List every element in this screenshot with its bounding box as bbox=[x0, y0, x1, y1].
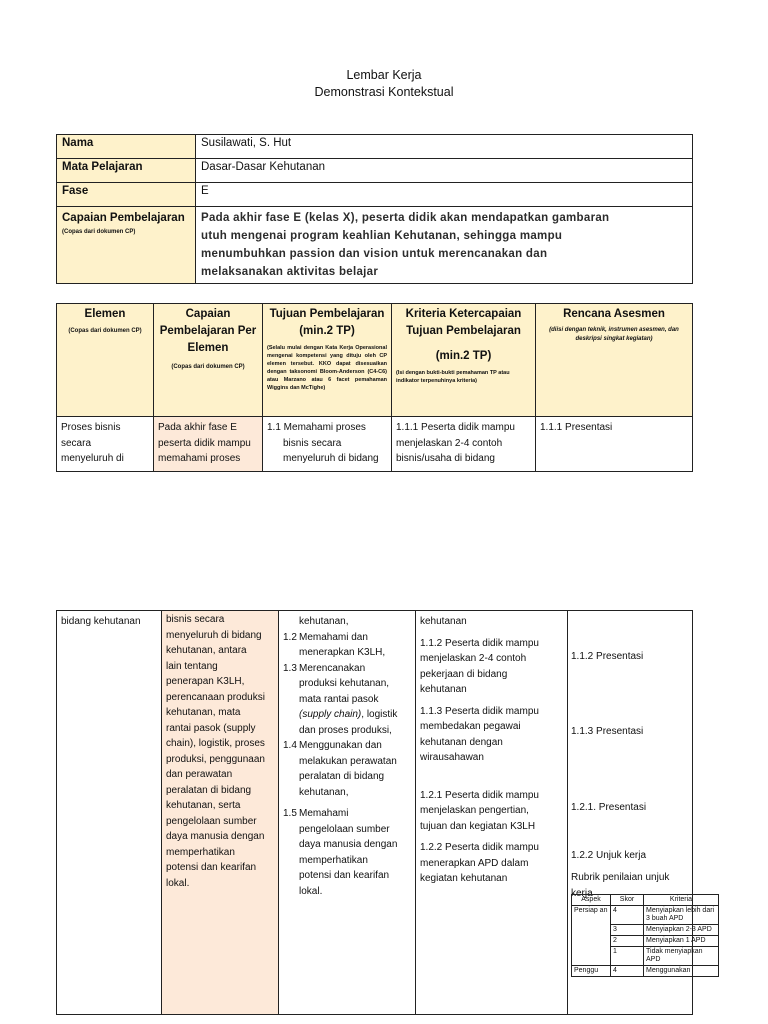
rubrik-kriteria: Menyiapkan lebih dari 3 buah APD bbox=[644, 906, 719, 925]
text-line: produksi, penggunaan bbox=[166, 753, 265, 765]
header-kk bbox=[392, 304, 536, 417]
text-line: 1.2.1 Peserta didik mampu bbox=[420, 789, 539, 801]
row1-kk bbox=[392, 417, 536, 472]
text-line: (supply chain), logistik bbox=[299, 709, 398, 720]
rubrik-skor: 3 bbox=[611, 925, 644, 936]
rubrik-kriteria: Menyiapkan 1 APD bbox=[644, 936, 719, 947]
row2-ra bbox=[568, 611, 715, 1015]
rubrik-table bbox=[571, 894, 719, 977]
row2-cpe bbox=[162, 611, 279, 1015]
row1-ra bbox=[536, 417, 693, 472]
text-line: membedakan pegawai bbox=[420, 721, 521, 732]
text-line: potensi dan kearifan bbox=[166, 862, 257, 873]
text-line: kehutanan bbox=[420, 684, 467, 695]
tp-item bbox=[283, 738, 411, 800]
text-line: daya manusia dengan bbox=[166, 831, 265, 842]
text-line: kehutanan, mata bbox=[166, 707, 241, 718]
text-line: kegiatan kehutanan bbox=[420, 873, 508, 884]
cp-label-cell bbox=[57, 207, 196, 284]
header-cpe-title: Capaian bbox=[185, 308, 231, 320]
text-line: peserta didik mampu bbox=[158, 437, 251, 449]
cp-line: melaksanakan aktivitas belajar bbox=[201, 266, 379, 278]
text-line: menyeluruh di bbox=[61, 453, 124, 464]
header-kk-title: Kriteria Ketercapaian bbox=[405, 308, 522, 320]
text-line: menjelaskan 2-4 contoh bbox=[420, 653, 527, 664]
header-ra bbox=[536, 304, 693, 417]
text-line: peralatan di bidang bbox=[166, 784, 252, 796]
kk-item bbox=[420, 704, 563, 766]
text-line: kehutanan, bbox=[299, 616, 349, 627]
text-line: pekerjaan di bidang bbox=[420, 668, 508, 680]
text-line: memperhatikan bbox=[166, 846, 235, 858]
row2-tp bbox=[279, 611, 416, 1015]
mapel-label: Mata Pelajaran bbox=[57, 159, 196, 183]
text-line: Memahami dan bbox=[299, 631, 368, 643]
kk-item bbox=[420, 840, 563, 887]
text-line: 1.1.1 Peserta didik mampu bbox=[396, 422, 515, 433]
row1-elemen bbox=[57, 417, 154, 472]
header-cpe-title: Pembelajaran Per bbox=[159, 325, 257, 337]
header-elemen bbox=[57, 304, 154, 417]
text-line: Menggunakan dan bbox=[299, 740, 382, 751]
cp-value bbox=[196, 207, 693, 284]
rubrik-kriteria: Tidak menyiapkan APD bbox=[644, 947, 719, 966]
row1-cpe bbox=[154, 417, 263, 472]
cp-label: Capaian Pembelajaran bbox=[62, 212, 185, 224]
rubrik-aspek: Penggu bbox=[572, 966, 611, 977]
header-elemen-note: (Copas dari dokumen CP) bbox=[68, 328, 142, 334]
tp-number: 1.3 bbox=[283, 662, 297, 674]
text-line: dan proses produksi, bbox=[299, 724, 392, 736]
text-line: menerapkan APD dalam bbox=[420, 857, 529, 869]
rubrik-skor: 4 bbox=[611, 966, 644, 977]
row2-kk bbox=[416, 611, 568, 1015]
text-line: menjelaskan 2-4 contoh bbox=[396, 437, 503, 449]
mapel-value: Dasar-Dasar Kehutanan bbox=[196, 159, 693, 183]
text-line: 1.1.3 Presentasi bbox=[571, 726, 644, 737]
text-line: perencanaan produksi bbox=[166, 691, 265, 703]
row1-tp bbox=[263, 417, 392, 472]
text-line: Memahami bbox=[299, 808, 349, 819]
header-kk-note: (Isi dengan bukti-bukti pemahaman TP atau indikator terpenuhinya kriteria) bbox=[396, 370, 510, 384]
text-line: kehutanan, bbox=[299, 786, 349, 798]
text-line: 1.2.1. Presentasi bbox=[571, 802, 647, 813]
tp-number: 1.2 bbox=[283, 631, 297, 643]
text-line: 1.1 Memahami proses bbox=[267, 422, 366, 433]
cp-line: utuh mengenai program keahlian Kehutanan, sehingga mampu bbox=[201, 230, 563, 242]
header-cpe-note: (Copas dari dokumen CP) bbox=[171, 364, 245, 370]
text-line: tujuan dan kegiatan K3LH bbox=[420, 820, 536, 832]
text-line: penerapan K3LH, bbox=[166, 676, 245, 687]
header-kk-title: (min.2 TP) bbox=[435, 350, 492, 362]
rubrik-header-kriteria: Kriteria bbox=[644, 895, 719, 906]
text-line: menerapkan K3LH, bbox=[299, 647, 386, 658]
rubrik-skor: 1 bbox=[611, 947, 644, 966]
rubrik-header-skor: Skor bbox=[611, 895, 644, 906]
kk-item bbox=[420, 636, 563, 698]
text-line: memperhatikan bbox=[299, 854, 368, 866]
header-kk-title: Tujuan Pembelajaran bbox=[406, 325, 521, 337]
fase-value: E bbox=[196, 183, 693, 207]
nama-value: Susilawati, S. Hut bbox=[196, 135, 693, 159]
text-line: 1.2.2 Unjuk kerja bbox=[571, 850, 647, 861]
text-line: 1.2.2 Peserta didik mampu bbox=[420, 842, 539, 853]
tp-number: 1.4 bbox=[283, 740, 297, 751]
text-line: Pada akhir fase E bbox=[158, 422, 237, 433]
rubrik-kriteria: Menggunakan bbox=[644, 966, 719, 977]
text-line: mata rantai pasok bbox=[299, 693, 379, 705]
rubrik-title: Rubrik penilaian unjuk kerja bbox=[571, 872, 670, 899]
text-line: bisnis/usaha di bidang bbox=[396, 453, 495, 464]
nama-label: Nama bbox=[57, 135, 196, 159]
text-line: chain), logistik, proses bbox=[166, 738, 265, 749]
header-tp-title: (min.2 TP) bbox=[299, 325, 355, 337]
header-ra-note: (diisi dengan teknik, instrumen asesmen, dan deskripsi singkat kegiatan) bbox=[549, 327, 679, 342]
text-line: rantai pasok (supply bbox=[166, 722, 256, 734]
row2-elemen bbox=[57, 611, 162, 1015]
text-line: wirausahawan bbox=[420, 752, 484, 763]
tp-number: 1.5 bbox=[283, 808, 297, 819]
tp-item bbox=[283, 806, 411, 899]
rubrik-aspek: Persiap an bbox=[572, 906, 611, 966]
learning-table-page1 bbox=[56, 303, 693, 472]
text-line: dan perawatan bbox=[166, 769, 233, 780]
text-line: 1.1.2 Presentasi bbox=[571, 651, 644, 662]
tp-item bbox=[283, 661, 411, 739]
text-line: daya manusia dengan bbox=[299, 839, 398, 850]
rubrik-header-aspek: Aspek bbox=[572, 895, 611, 906]
text-line: bisnis secara bbox=[166, 614, 225, 625]
text-line: melakukan perawatan bbox=[299, 755, 397, 767]
rubrik-skor: 2 bbox=[611, 936, 644, 947]
text-line: bidang kehutanan bbox=[61, 616, 141, 627]
text-line: kehutanan, antara bbox=[166, 645, 247, 656]
document-title: Lembar Kerja bbox=[346, 68, 422, 82]
rubrik-skor: 4 bbox=[611, 906, 644, 925]
text-line: secara bbox=[61, 437, 92, 449]
cp-line: menumbuhkan passion dan vision untuk merencanakan dan bbox=[201, 248, 548, 260]
text-line: peralatan di bidang bbox=[299, 771, 385, 782]
header-elemen-title: Elemen bbox=[84, 308, 126, 320]
cp-line: Pada akhir fase E (kelas X), peserta didik akan mendapatkan gambaran bbox=[201, 212, 610, 224]
text-line: kehutanan bbox=[420, 616, 467, 627]
tp-item bbox=[283, 630, 411, 661]
text-line: menyeluruh di bidang bbox=[283, 453, 379, 464]
text-line: menyeluruh di bidang bbox=[166, 629, 262, 641]
text-line: potensi dan kearifan bbox=[299, 870, 390, 881]
kk-item bbox=[420, 788, 563, 835]
text-line: menjelaskan pengertian, bbox=[420, 805, 529, 816]
text-line: kehutanan dengan bbox=[420, 736, 503, 748]
header-tp-note: (Selalu mulai dengan Kata Kerja Operasional mengenai kompetensi yang dituju oleh CP elemen tersebut. KKO dapat disesuaikan dengan taksonomi Bloom-Anderson (C4-C6) atau Marzano atau 6 facet pemahaman Wiggins dan McTighe) bbox=[267, 345, 387, 391]
text-line: lain tentang bbox=[166, 660, 218, 672]
header-tp bbox=[263, 304, 392, 417]
header-ra-title: Rencana Asesmen bbox=[563, 308, 665, 320]
header-cpe bbox=[154, 304, 263, 417]
header-tp-title: Tujuan Pembelajaran bbox=[269, 308, 385, 320]
text-line: memahami proses bbox=[158, 453, 241, 464]
text-line: lokal. bbox=[299, 885, 323, 897]
text-line: Proses bisnis bbox=[61, 422, 121, 433]
text-line: bisnis secara bbox=[283, 437, 342, 449]
text-line: 1.1.1 Presentasi bbox=[540, 422, 613, 433]
text-line: produksi kehutanan, bbox=[299, 678, 390, 689]
text-line: pengelolaan sumber bbox=[299, 823, 390, 835]
text-line: lokal. bbox=[166, 877, 190, 889]
rubrik-kriteria: Menyiapkan 2-3 APD bbox=[644, 925, 719, 936]
cp-note: (Copas dari dokumen CP) bbox=[62, 229, 136, 235]
document-subtitle: Demonstrasi Kontekstual bbox=[314, 85, 454, 99]
text-line: 1.1.2 Peserta didik mampu bbox=[420, 637, 539, 649]
text-line: Merencanakan bbox=[299, 662, 366, 674]
text-line: 1.1.3 Peserta didik mampu bbox=[420, 705, 539, 717]
header-cpe-title: Elemen bbox=[187, 342, 229, 354]
learning-table-page2 bbox=[56, 610, 715, 1015]
text-line: kehutanan, serta bbox=[166, 800, 241, 811]
text-line: pengelolaan sumber bbox=[166, 815, 257, 827]
identity-table bbox=[56, 134, 693, 284]
fase-label: Fase bbox=[57, 183, 196, 207]
